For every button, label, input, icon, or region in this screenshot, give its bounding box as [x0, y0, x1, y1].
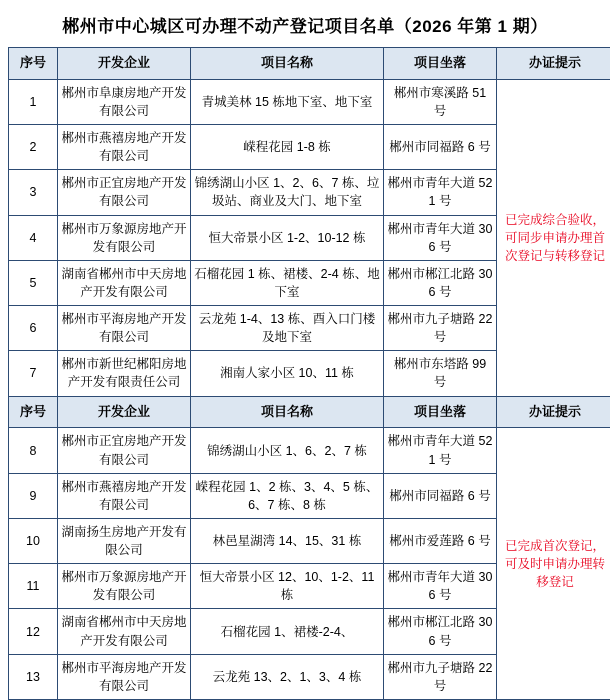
row-project: 恒大帝景小区 1-2、10-12 栋: [191, 215, 384, 260]
row-developer: 郴州市正宜房地产开发有限公司: [58, 170, 191, 215]
row-index: 13: [9, 654, 58, 699]
column-header-developer: 开发企业: [58, 48, 191, 80]
section-notice-2: 已完成首次登记，可及时申请办理转移登记: [497, 428, 610, 700]
row-index: 9: [9, 473, 58, 518]
row-location: 郴州市青年大道 306 号: [384, 215, 497, 260]
row-project: 恒大帝景小区 12、10、1-2、11 栋: [191, 564, 384, 609]
row-developer: 湖南省郴州市中天房地产开发有限公司: [58, 609, 191, 654]
row-project: 青城美林 15 栋地下室、地下室: [191, 79, 384, 124]
row-index: 2: [9, 125, 58, 170]
row-location: 郴州市郴江北路 306 号: [384, 609, 497, 654]
column-header-notice: 办证提示: [497, 48, 610, 80]
row-location: 郴州市东塔路 99 号: [384, 351, 497, 396]
table-header-row-2: [9, 396, 610, 428]
row-project: 湘南人家小区 10、11 栋: [191, 351, 384, 396]
row-index: 7: [9, 351, 58, 396]
row-project: 锦绣湖山小区 1、6、2、7 栋: [191, 428, 384, 473]
page-title: 郴州市中心城区可办理不动产登记项目名单（2026 年第 1 期）: [8, 6, 602, 47]
row-developer: 湖南省郴州市中天房地产开发有限公司: [58, 260, 191, 305]
row-location: 郴州市同福路 6 号: [384, 125, 497, 170]
section-notice-1: 已完成综合验收，可同步申请办理首次登记与转移登记: [497, 79, 610, 396]
row-index: 12: [9, 609, 58, 654]
row-location: 郴州市郴江北路 306 号: [384, 260, 497, 305]
table-row: [9, 428, 610, 473]
row-project: 石榴花园 1 栋、裙楼、2-4 栋、地下室: [191, 260, 384, 305]
row-index: 3: [9, 170, 58, 215]
row-location: 郴州市同福路 6 号: [384, 473, 497, 518]
row-project: 锦绣湖山小区 1、2、6、7 栋、垃圾站、商业及大门、地下室: [191, 170, 384, 215]
row-location: 郴州市寒溪路 51 号: [384, 79, 497, 124]
row-developer: 郴州市万象源房地产开发有限公司: [58, 564, 191, 609]
row-project: 嵘程花园 1、2 栋、3、4、5 栋、6、7 栋、8 栋: [191, 473, 384, 518]
row-project: 林邑星湖湾 14、15、31 栋: [191, 518, 384, 563]
registration-project-table: [8, 47, 610, 700]
row-developer: 郴州市平海房地产开发有限公司: [58, 654, 191, 699]
row-developer: 郴州市燕禧房地产开发有限公司: [58, 473, 191, 518]
row-index: 8: [9, 428, 58, 473]
row-location: 郴州市青年大道 521 号: [384, 170, 497, 215]
row-index: 5: [9, 260, 58, 305]
row-project: 云龙苑 1-4、13 栋、酉入口门楼及地下室: [191, 306, 384, 351]
column-header-notice: 办证提示: [497, 396, 610, 428]
row-project: 嵘程花园 1-8 栋: [191, 125, 384, 170]
row-developer: 湖南扬生房地产开发有限公司: [58, 518, 191, 563]
row-location: 郴州市爱莲路 6 号: [384, 518, 497, 563]
table-row: [9, 79, 610, 124]
row-developer: 郴州市阜康房地产开发有限公司: [58, 79, 191, 124]
row-project: 云龙苑 13、2、1、3、4 栋: [191, 654, 384, 699]
row-index: 6: [9, 306, 58, 351]
table-header-row-1: [9, 48, 610, 80]
column-header-developer: 开发企业: [58, 396, 191, 428]
column-header-location: 项目坐落: [384, 48, 497, 80]
row-developer: 郴州市万象源房地产开发有限公司: [58, 215, 191, 260]
row-location: 郴州市九子塘路 22 号: [384, 654, 497, 699]
row-location: 郴州市青年大道 521 号: [384, 428, 497, 473]
row-index: 11: [9, 564, 58, 609]
row-developer: 郴州市燕禧房地产开发有限公司: [58, 125, 191, 170]
column-header-project: 项目名称: [191, 396, 384, 428]
column-header-project: 项目名称: [191, 48, 384, 80]
row-index: 1: [9, 79, 58, 124]
row-project: 石榴花园 1、裙楼-2-4、: [191, 609, 384, 654]
row-developer: 郴州市正宜房地产开发有限公司: [58, 428, 191, 473]
row-location: 郴州市青年大道 306 号: [384, 564, 497, 609]
column-header-location: 项目坐落: [384, 396, 497, 428]
column-header-index: 序号: [9, 48, 58, 80]
column-header-index: 序号: [9, 396, 58, 428]
row-developer: 郴州市新世纪郴阳房地产开发有限责任公司: [58, 351, 191, 396]
row-index: 4: [9, 215, 58, 260]
row-developer: 郴州市平海房地产开发有限公司: [58, 306, 191, 351]
row-location: 郴州市九子塘路 22 号: [384, 306, 497, 351]
row-index: 10: [9, 518, 58, 563]
